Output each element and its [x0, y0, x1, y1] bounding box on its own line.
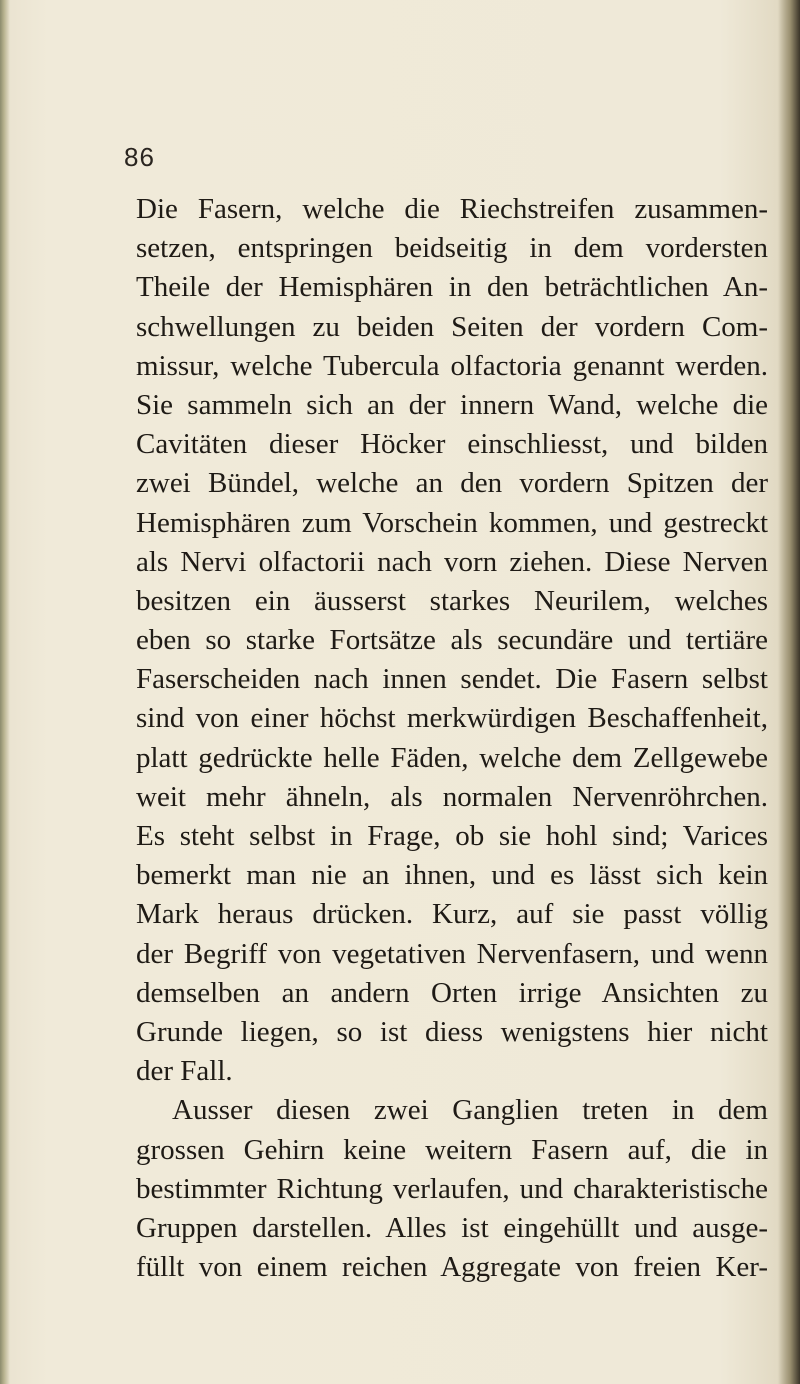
text-line: Sie sammeln sich an der innern Wand, welche die	[136, 388, 768, 421]
text-line: Faserscheiden nach innen sendet. Die Fasern selbst	[136, 663, 768, 696]
text-line: Die Fasern, welche die Riechstreifen zusammen-	[136, 193, 768, 225]
text-line: als Nervi olfactorii nach vorn ziehen. Diese Nerven	[136, 545, 768, 578]
text-line: platt gedrückte helle Fäden, welche dem Zellgewebe	[136, 741, 768, 774]
text-line: grossen Gehirn keine weitern Fasern auf, die in	[136, 1133, 768, 1166]
text-line: weit mehr ähneln, als normalen Nervenröhrchen.	[136, 780, 768, 813]
text-line: zwei Bündel, welche an den vordern Spitzen der	[136, 467, 768, 500]
text-line: eben so starke Fortsätze als secundäre und tertiäre	[136, 624, 768, 657]
text-line: Theile der Hemisphären in den beträchtlichen An-	[136, 271, 768, 304]
text-line: demselben an andern Orten irrige Ansichten zu	[136, 976, 768, 1009]
text-line: der Begriff von vegetativen Nervenfasern, und wenn	[136, 937, 768, 970]
text-line: Grunde liegen, so ist diess wenigstens hier nicht	[136, 1015, 768, 1048]
text-line: setzen, entspringen beidseitig in dem vordersten	[136, 232, 768, 265]
page-number: 86	[124, 142, 155, 172]
text-line: sind von einer höchst merkwürdigen Beschaffenheit,	[136, 702, 768, 735]
text-line: bestimmter Richtung verlaufen, und charakteristische	[136, 1172, 768, 1205]
text-line: schwellungen zu beiden Seiten der vordern Com-	[136, 310, 768, 343]
text-line: Es steht selbst in Frage, ob sie hohl sind; Varices	[136, 820, 768, 852]
page-left-edge	[0, 0, 10, 1384]
text-line: Cavitäten dieser Höcker einschliesst, und bilden	[136, 428, 768, 461]
text-line: der Fall.	[136, 1055, 233, 1088]
text-line: Mark heraus drücken. Kurz, auf sie passt völlig	[136, 898, 768, 931]
text-line: bemerkt man nie an ihnen, und es lässt sich kein	[136, 859, 768, 892]
text-line: Hemisphären zum Vorschein kommen, und gestreckt	[136, 506, 768, 539]
text-line: füllt von einem reichen Aggregate von freien Ker-	[136, 1251, 768, 1284]
text-line: missur, welche Tubercula olfactoria genannt werden.	[136, 349, 768, 382]
body-text	[136, 190, 768, 1287]
page-right-edge	[778, 0, 800, 1384]
text-line: besitzen ein äusserst starkes Neurilem, welches	[136, 584, 768, 617]
text-line: Ausser diesen zwei Ganglien treten in dem	[172, 1094, 768, 1127]
text-line: Gruppen darstellen. Alles ist eingehüllt und ausge-	[136, 1211, 768, 1244]
